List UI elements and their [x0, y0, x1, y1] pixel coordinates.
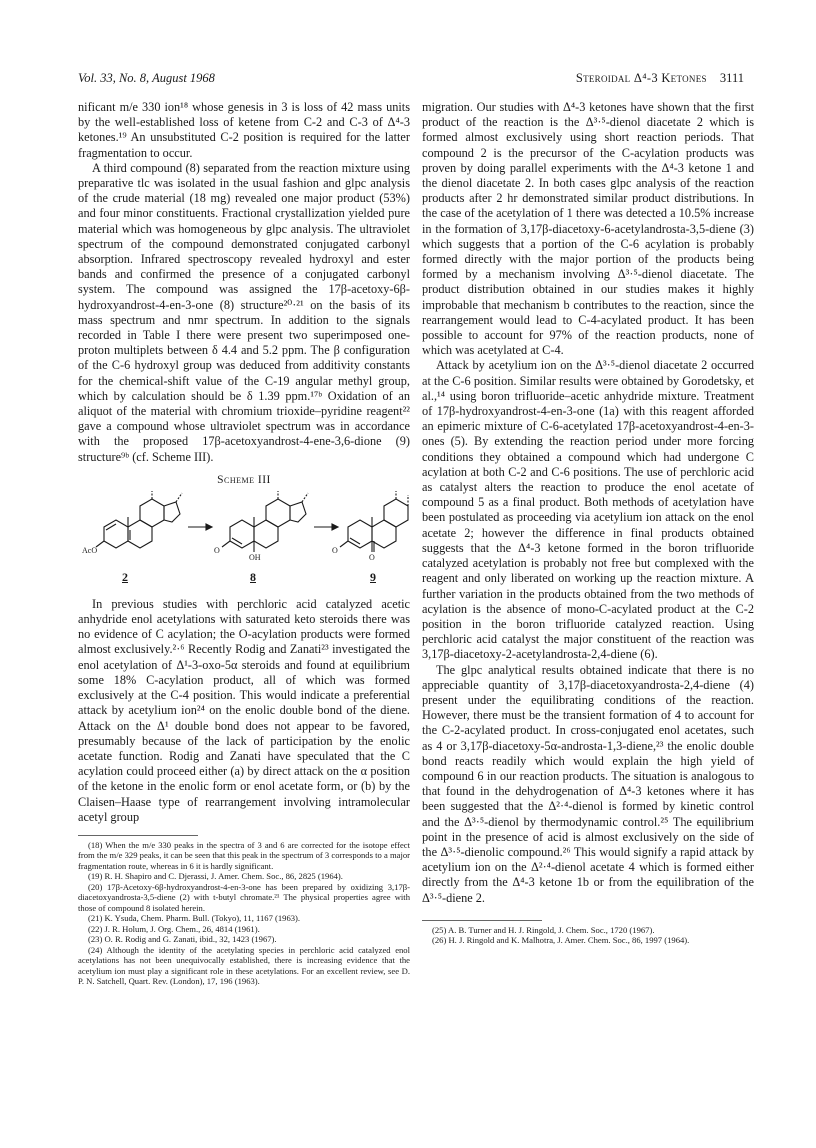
right-paragraph-2: Attack by acetylium ion on the Δ³·⁵-dienol diacetate 2 occurred at the C-6 position. Similar results were obtained by Gorodetsky, et al.,¹⁴ using boron trifluoride–acetic anhydride mixture. Treatment of 17β-hydroxyandrost-4-en-3-one (1a) with this reagent afforded an epimeric mixture of C-6-acetylated 17β-acetoxyandrost-4-en-3-ones (5). By extending the reaction period under more forcing conditions they obtained a compound which had undergone C acylation at both C-2 and C-6 positions. The use of perchloric acid as catalyst alters the reaction to produce the enol acetate of compound 5 as a final product. Both methods of acetylation have been postulated as proceeding via acetylium ion attack on the enol acetate 2; however the difference in final products obtained suggests that the Δ⁴-3 ketone formed in the boron trifluoride catalyzed acetylation is probably not free but complexed with the reagent and only liberated on working up the reaction mixture. A further variation in the products obtained from the two methods of acylation is the absence of mono-C-acylated product at the C-2 position in the boron trifluoride catalyzed reaction. Using perchloric acid catalyst the major constituent of the reaction was 3,17β-diacetoxy-2-acetylandrosta-2,4-diene (6).	[422, 358, 754, 662]
left-paragraph-3: In previous studies with perchloric acid catalyzed acetic anhydride enol acetylations with saturated keto steroids there was no evidence of C acylation; the O-acylation products were formed almost exclusively.²·⁶ Recently Rodig and Zanati²³ investigated the enol acetylation of Δ¹-3-oxo-5α steroids and found at equilibrium some 18% C-acylation product, all of which was formed exclusively at the C-4 position. This would indicate a preferential attack by acetylium ion²⁴ on the enolic double bond of the diene. Attack on the Δ¹ double bond does not appear to be favored, presumably because of the lack of participation by the enolic acetate function. Rodig and Zanati have speculated that the C acylation could proceed either (a) by direct attack on the α position of the ketone in the enolic form or enol acetate form, or (b) by the Claisen–Haase type of rearrangement involving intramolecular acetyl group	[78, 596, 410, 824]
compound-label-8: 8	[250, 569, 256, 584]
left-paragraph-2: A third compound (8) separated from the reaction mixture using preparative tlc was isolated in the usual fashion and glpc analysis of the crude material (18 mg) revealed one major product (53%) and four minor constituents. Fractional crystallization yielded pure material which was homogeneous by glpc analysis. The ultraviolet spectrum of the compound demonstrated conjugated carbonyl absorption. Infrared spectroscopy revealed hydroxyl and ester bands and confirmed the presence of a conjugated carbonyl system. The compound was assigned the 17β-acetoxy-6β-hydroxyandrost-4-en-3-one (8) structure²⁰·²¹ on the basis of its mass spectrum and nmr spectrum. In addition to the signals recorded in Table I there were present two superimposed one-proton multiplets between δ 4.4 and 5.2 ppm. The β configuration of the C-6 hydroxyl group was deduced from additivity constants for the chemical-shift value of the C-19 angular methyl group, which by calculation should be δ 1.39 ppm.¹⁷ᵇ Oxidation of an aliquot of the material with chromium trioxide–pyridine reagent²² gave a compound whose ultraviolet spectrum was in accordance with the proposed 17β-acetoxyandrost-4-ene-3,6-dione (9) structure⁹ᵇ (cf. Scheme III).	[78, 160, 410, 464]
footnote-25: (25) A. B. Turner and H. J. Ringold, J. Chem. Soc., 1720 (1967).	[432, 924, 655, 935]
footnote-21: (21) K. Ysuda, Chem. Pharm. Bull. (Tokyo), 11, 1167 (1963).	[88, 913, 301, 924]
running-header	[78, 71, 744, 89]
structure-9	[340, 491, 408, 552]
right-paragraph-3: The glpc analytical results obtained indicate that there is no appreciable quantity of 3,17β-diacetoxyandrosta-2,4-diene (4) present under the equilibrating conditions of the reaction. However, there must be the transient formation of 4 to account for the C-2-acylated product. In cross-conjugated enol acetates, such as 4 or 3,17β-diacetoxy-5α-androsta-1,3-diene,²³ the enolic double bond reacts readily which would explain the high yield of compound 6 in our reaction products. The situation is analogous to that found in the dehydrogenation of Δ⁴-3 ketones where it has been suggested that the Δ²·⁴-dienol is formed by kinetic control and the Δ³·⁵-dienol by thermodynamic control.²⁵ The equilibrium point in the presence of acid is almost exclusively on the side of the Δ³·⁵-dienolic compound.²⁶ This would signify a rapid attack by acetylium ion on the Δ²·⁴-dienol acetate 4 which is formed either directly from the Δ⁴-3 ketone 1b or from the equilibration of the Δ³·⁵-diene 2.	[422, 662, 754, 905]
compound-label-2: 2	[122, 569, 128, 584]
right-paragraph-1: migration. Our studies with Δ⁴-3 ketones have shown that the first product of the reaction is the Δ³·⁵-dienol diacetate 2 which is formed almost exclusively using short reaction periods. That compound 2 is the precursor of the C-acylation products was proven by doing parallel experiments with the Δ⁴-3 ketone 1 and the dienol diacetate 2. In both cases glpc analysis of the reaction products after 2 hr demonstrated similar product distributions. In the case of the acetylation of 1 there was detected a 10.5% increase in the formation of 3,17β-diacetoxy-6-acetylandrosta-3,5-diene (3) which suggests that a portion of the C-6 acylation is probably formed directly with the major portion of the products being formed by a mechanism involving Δ³·⁵-dienol diacetate. The product distribution obtained in our studies makes it highly improbable that mechanism b contributes to the reaction, since the rearrangement would lead to C-4-acylated product. It has been possible to account for 97% of the reaction products, none of which was acetylated at C-4.	[422, 100, 754, 358]
footnote-20: (20) 17β-Acetoxy-6β-hydroxyandrost-4-en-3-one has been prepared by oxidizing 3,17β-diacetoxyandrosta-3,5-diene (2) with t-butyl chromate.²¹ The physical properties agree with those of compound 8 isolated herein.	[78, 881, 410, 913]
carbonyl-o-8: O	[214, 545, 220, 555]
footnote-22: (22) J. R. Holum, J. Org. Chem., 26, 4814 (1961).	[88, 923, 260, 934]
footnote-19: (19) R. H. Shapiro and C. Djerassi, J. Amer. Chem. Soc., 86, 2825 (1964).	[88, 871, 343, 882]
hydroxyl-oh: OH	[249, 552, 261, 562]
structure-8	[222, 491, 308, 552]
header-right	[576, 71, 744, 86]
left-footnotes	[78, 835, 410, 987]
compound-label-9: 9	[370, 569, 376, 584]
left-paragraph-1: nificant m/e 330 ion¹⁸ whose genesis in 3 is loss of 42 mass units by the well-established loss of ketene from C-2 and C-3 of Δ⁴-3 ketones.¹⁹ An unsubstituted C-2 position is required for the latter fragmentation to occur.	[78, 100, 410, 160]
footnote-26: (26) H. J. Ringold and K. Malhotra, J. Amer. Chem. Soc., 86, 1997 (1964).	[432, 935, 690, 946]
footnote-24: (24) Although the identity of the acetylating species in perchloric acid catalyzed enol acetylations has not been unequivocally established, there is increasing evidence that the acetylium ion must play a significant role in these acetylations. For an excellent review, see D. P. N. Satchell, Quart. Rev. (London), 17, 196 (1963).	[78, 944, 410, 987]
footnote-18: (18) When the m/e 330 peaks in the spectra of 3 and 6 are corrected for the isotope effect from the m/e 329 peaks, it can be seen that this peak in the spectrum of 3 corresponds to a major fragmentation route, whereas in 6 it is hardly significant.	[78, 839, 410, 871]
structure-2	[96, 491, 182, 548]
footnote-rule	[78, 835, 198, 836]
aco-substituent: AcO	[82, 545, 98, 555]
scheme-title: Scheme III	[217, 473, 271, 486]
journal-citation: Vol. 33, No. 8, August 1968	[78, 71, 215, 85]
right-column	[422, 100, 754, 946]
scheme-iii	[78, 473, 410, 591]
page-number: 3111	[719, 71, 744, 85]
reaction-scheme-diagram	[78, 489, 410, 569]
carbonyl-o-9b: O	[369, 552, 375, 562]
right-footnotes	[422, 920, 754, 946]
carbonyl-o-9a: O	[332, 545, 338, 555]
footnote-rule-right	[422, 920, 542, 921]
left-column	[78, 100, 410, 987]
running-title: Steroidal Δ⁴-3 Ketones	[575, 71, 707, 85]
footnote-23: (23) O. R. Rodig and G. Zanati, ibid., 32, 1423 (1967).	[88, 934, 277, 945]
